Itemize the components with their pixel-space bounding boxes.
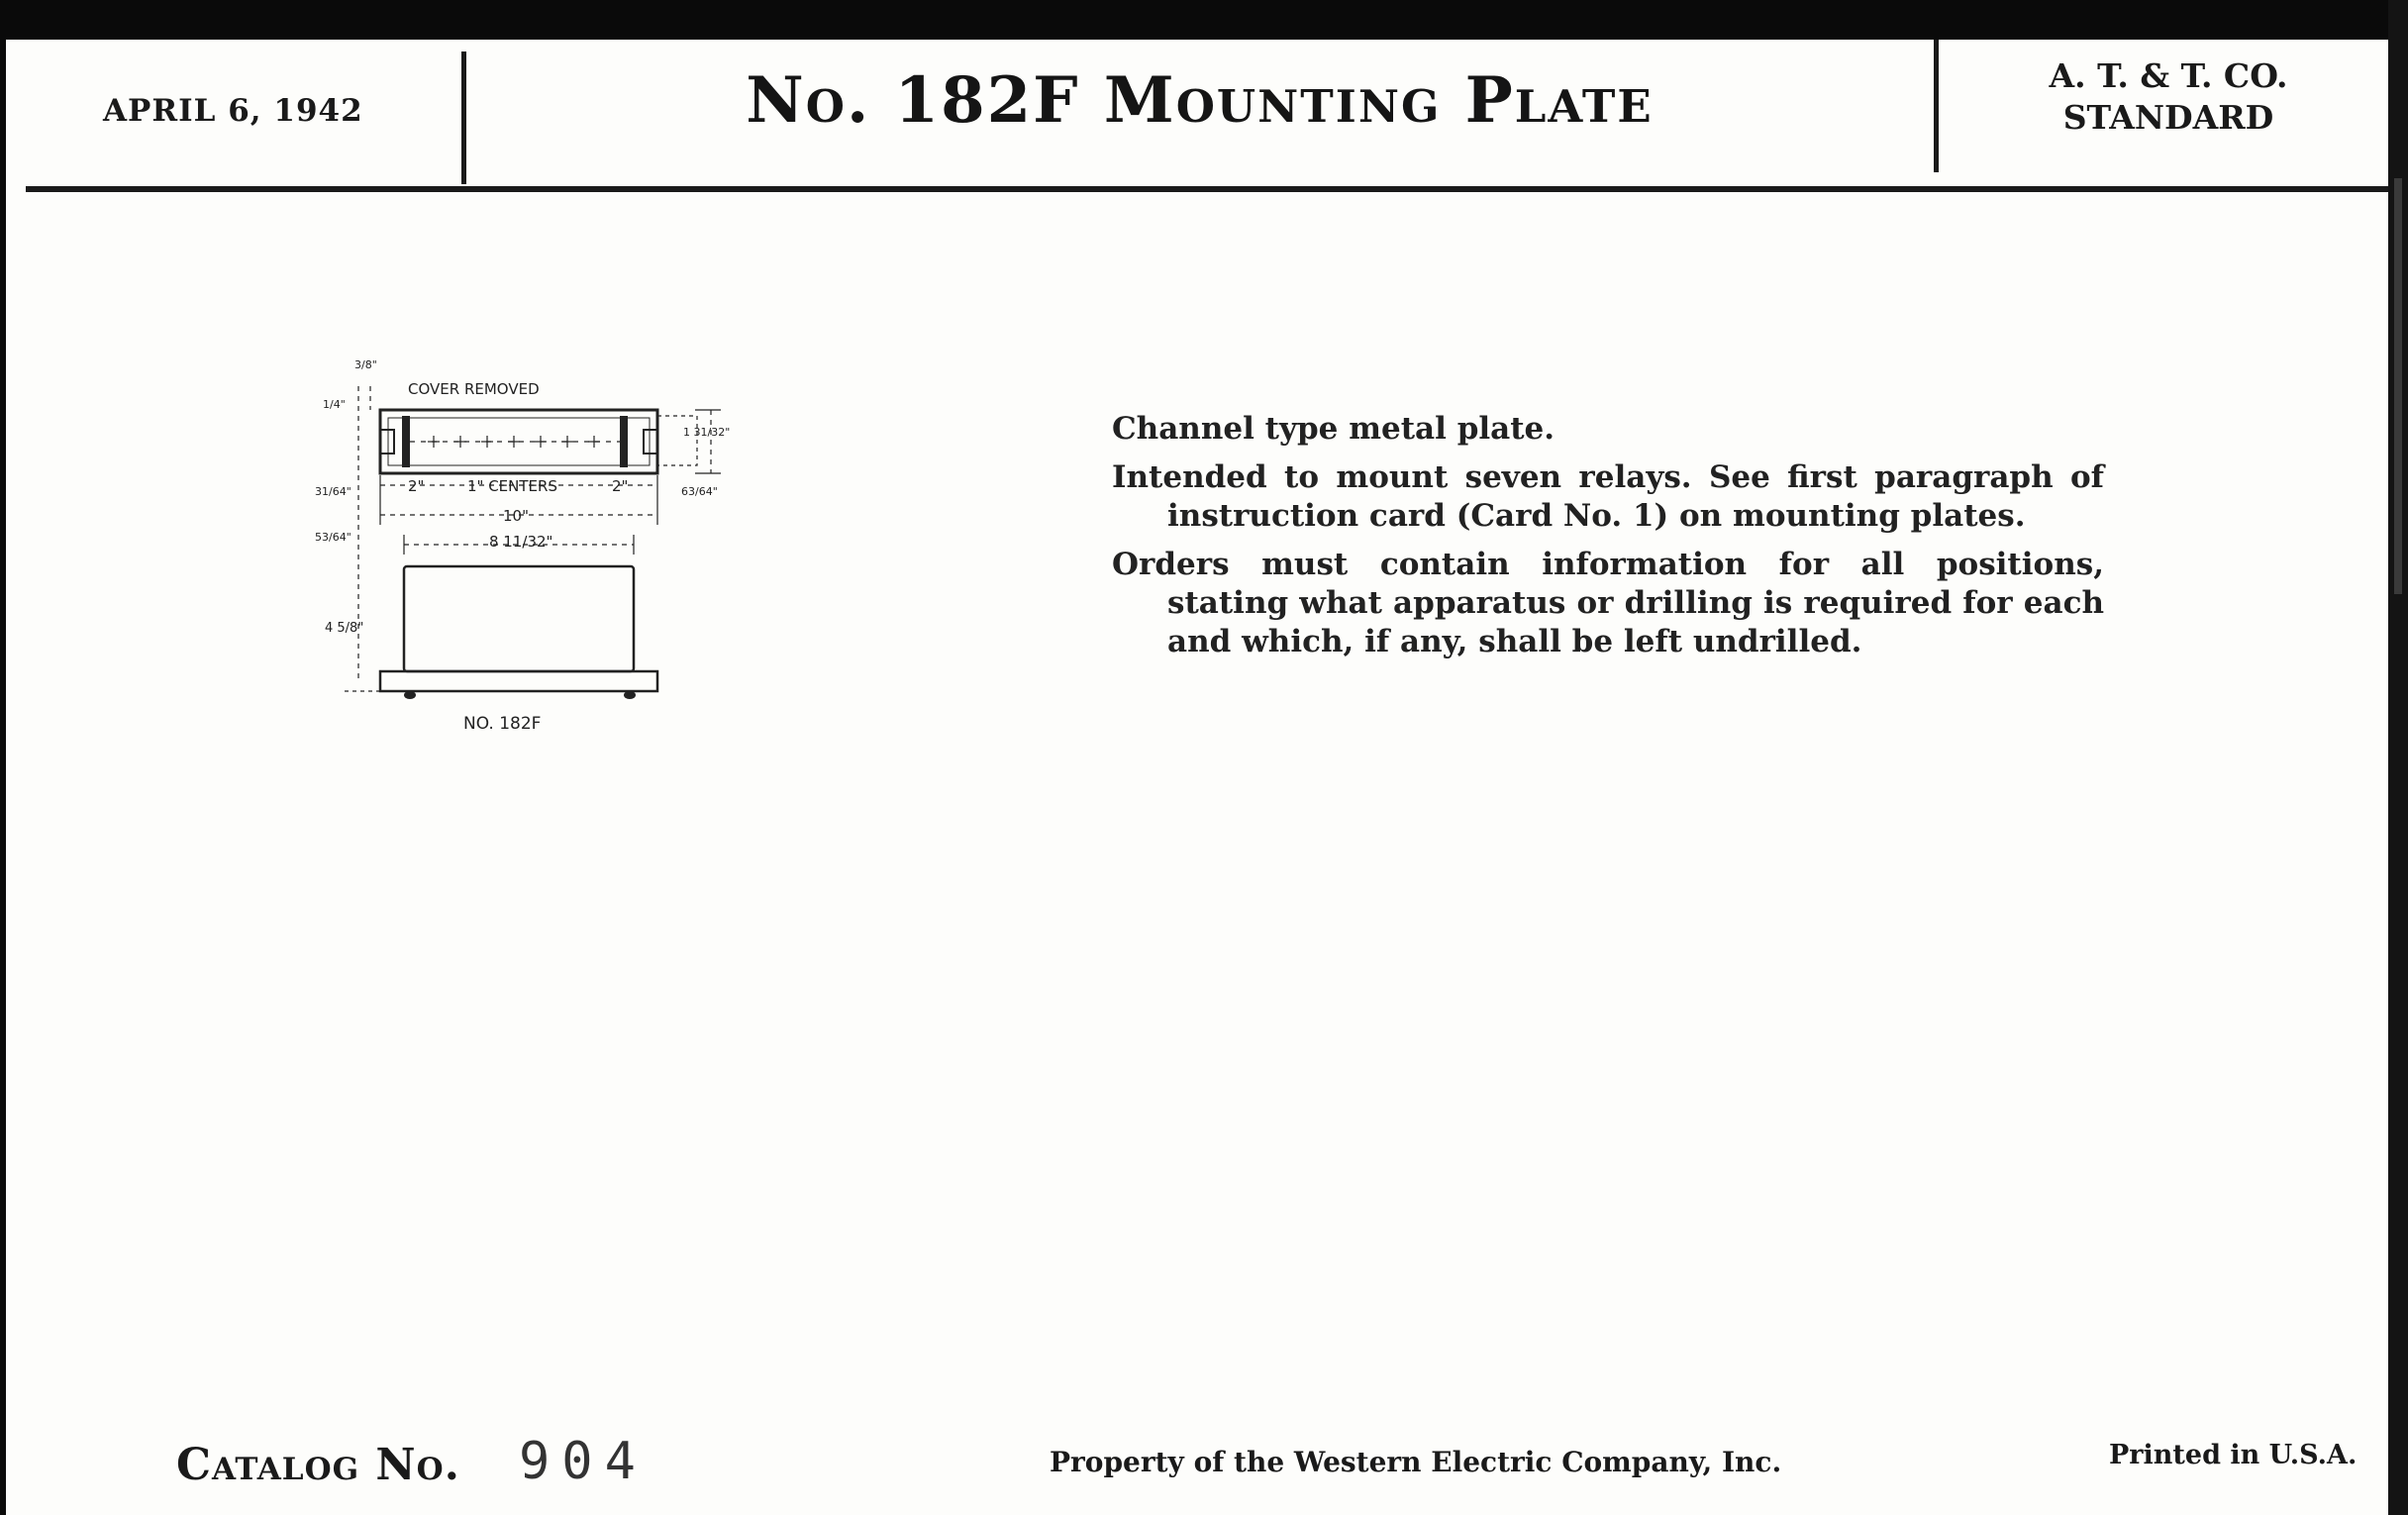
header-rule [26,186,2388,192]
dim-height-label: 4 5/8" [325,621,364,636]
catalog-number: 904 [519,1432,648,1491]
description-p1: Channel type metal plate. [1112,411,1555,447]
dim-inner-label: 8 11/32" [489,533,553,551]
description [1112,410,2104,671]
catalog-label: Catalog No. [176,1440,460,1490]
description-p3: Orders must contain information for all positions, stating what apparatus or drilling is required for each and which, if any, shall be left undrilled. [1112,547,2104,659]
cover-removed-label: COVER REMOVED [408,380,540,398]
plate-side-view [345,566,657,699]
drawing-caption: NO. 182F [463,714,542,734]
dim-1-31-32-label: 1 31/32" [683,426,731,439]
dim-31-64-label: 31/64" [315,485,351,498]
dim-53-64-label: 53/64" [315,531,351,544]
dim-3-8-label: 3/8" [354,358,377,371]
dim-63-64-label: 63/64" [681,485,718,498]
catalog-card [6,40,2388,1515]
card-date: APRIL 6, 1942 [103,93,363,129]
scan-edge [2388,0,2408,1515]
standard-block [1943,55,2394,139]
mounting-plate-drawing [315,347,731,743]
printed-notice: Printed in U.S.A. [2109,1440,2358,1470]
dim-right-label: 2" [612,477,629,495]
plate-top-view [380,410,697,473]
dim-left-label: 2" [408,477,425,495]
dim-1-4-label: 1/4" [323,398,346,411]
standard-line-1: A. T. & T. CO. [2049,56,2288,95]
card-title: No. 182F Mounting Plate [746,63,1654,138]
property-notice: Property of the Western Electric Company, Inc. [1050,1446,1782,1478]
centers-label: 1" CENTERS [467,477,557,495]
dim-total-label: 10" [503,507,529,525]
description-p2: Intended to mount seven relays. See first paragraph of instruction card (Card No. 1) on mounting plates. [1112,459,2104,534]
header-divider-right [1934,40,1939,172]
standard-line-2: STANDARD [2062,98,2274,137]
